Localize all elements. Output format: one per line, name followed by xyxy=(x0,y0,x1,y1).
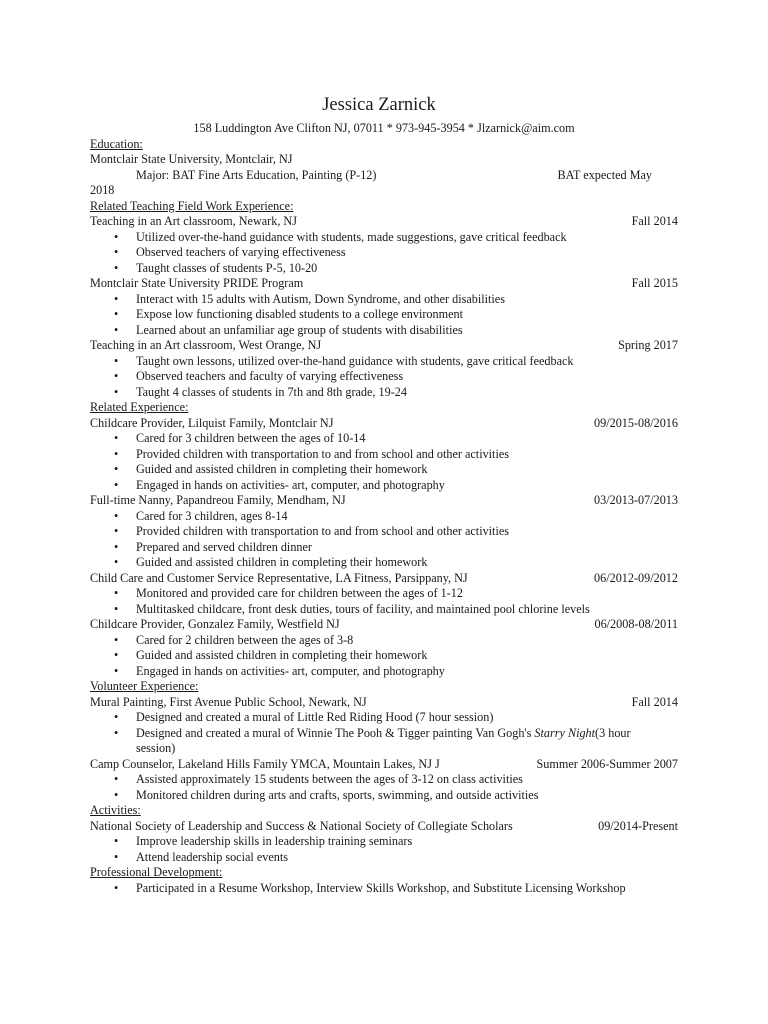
bullet-item: • Monitored and provided care for children between the ages of 1-12 xyxy=(90,586,678,602)
entry-title-row xyxy=(90,695,678,711)
education-school: Montclair State University, Montclair, NJ xyxy=(90,152,293,166)
bullet-item: • Guided and assisted children in completing their homework xyxy=(90,462,678,478)
entry-title-row xyxy=(90,617,678,633)
contact-line: 158 Luddington Ave Clifton NJ, 07011 * 973-945-3954 * Jlzarnick@aim.com xyxy=(193,121,575,135)
entry-date: 09/2014-Present xyxy=(598,818,678,833)
resume-page xyxy=(90,93,678,896)
education-major: Major: BAT Fine Arts Education, Painting (P-12) xyxy=(136,167,377,182)
bullet-item: • Taught 4 classes of students in 7th and 8th grade, 19-24 xyxy=(90,385,678,401)
professional-heading: Professional Development: xyxy=(90,865,223,879)
bullet-list xyxy=(90,509,678,571)
entry-title-row xyxy=(90,571,678,587)
entry-date: Fall 2014 xyxy=(631,694,678,709)
bullet-item: • Taught own lessons, utilized over-the-hand guidance with students, gave critical feedback xyxy=(90,354,678,370)
resume-name: Jessica Zarnick xyxy=(322,95,436,115)
bullet-item: • Interact with 15 adults with Autism, Down Syndrome, and other disabilities xyxy=(90,292,678,308)
bullet-item: • Guided and assisted children in completing their homework xyxy=(90,648,678,664)
bullet-item: • Cared for 3 children between the ages of 10-14 xyxy=(90,431,678,447)
entry-date: 09/2015-08/2016 xyxy=(594,415,678,430)
entry-title-row xyxy=(90,757,678,773)
bullet-list xyxy=(90,772,678,803)
bullet-item: • Observed teachers of varying effectiveness xyxy=(90,245,678,261)
bullet-list xyxy=(90,710,678,757)
bullet-list xyxy=(90,431,678,493)
bullet-item: • Attend leadership social events xyxy=(90,850,678,866)
bullet-item: • Observed teachers and faculty of varying effectiveness xyxy=(90,369,678,385)
entry-title-row xyxy=(90,416,678,432)
bullet-item: • Utilized over-the-hand guidance with students, made suggestions, gave critical feedback xyxy=(90,230,678,246)
bullet-list xyxy=(90,834,678,865)
bullet-list xyxy=(90,633,678,680)
bullet-item: • Participated in a Resume Workshop, Interview Skills Workshop, and Substitute Licensing Workshop xyxy=(90,881,678,897)
entry-title: Mural Painting, First Avenue Public School, Newark, NJ xyxy=(90,694,367,709)
bullet-item: • Prepared and served children dinner xyxy=(90,540,678,556)
entry-date: Fall 2014 xyxy=(631,214,678,228)
bullet-item: • Monitored children during arts and crafts, sports, swimming, and outside activities xyxy=(90,788,678,804)
entry-date: Spring 2017 xyxy=(618,338,678,352)
bullet-text: session) xyxy=(136,741,176,755)
bullet-item: • Cared for 2 children between the ages of 3-8 xyxy=(90,633,678,649)
activities-heading: Activities: xyxy=(90,803,141,817)
bullet-list xyxy=(90,881,678,897)
entry-title-row xyxy=(90,338,678,354)
entry-date: 06/2008-08/2011 xyxy=(594,617,678,631)
bullet-text: Designed and created a mural of Winnie The Pooh & Tigger painting Van Gogh's xyxy=(136,725,535,740)
bullet-item: • Learned about an unfamiliar age group of students with disabilities xyxy=(90,323,678,339)
bullet-list xyxy=(90,586,678,617)
bullet-item: • Multitasked childcare, front desk duties, tours of facility, and maintained pool chlorine levels xyxy=(90,602,678,618)
bullet-item: • Provided children with transportation to and from school and other activities xyxy=(90,447,678,463)
bullet-item: • Improve leadership skills in leadership training seminars xyxy=(90,834,678,850)
volunteer-heading: Volunteer Experience: xyxy=(90,679,199,693)
entry-date: 06/2012-09/2012 xyxy=(594,570,678,585)
teaching-heading: Related Teaching Field Work Experience: xyxy=(90,198,294,213)
bullet-item: • Taught classes of students P-5, 10-20 xyxy=(90,261,678,277)
entry-title: Camp Counselor, Lakeland Hills Family YMCA, Mountain Lakes, NJ J xyxy=(90,756,440,771)
entry-title-row xyxy=(90,214,678,230)
bullet-item: • Designed and created a mural of Little Red Riding Hood (7 hour session) xyxy=(90,710,678,726)
entry-title-row xyxy=(90,276,678,292)
entry-title: Teaching in an Art classroom, Newark, NJ xyxy=(90,214,297,228)
artwork-title: Starry Night xyxy=(534,725,596,740)
education-expected: BAT expected May xyxy=(557,167,652,182)
entry-title: Montclair State University PRIDE Program xyxy=(90,276,304,290)
bullet-list xyxy=(90,292,678,339)
bullet-list xyxy=(90,354,678,401)
entry-title: Teaching in an Art classroom, West Orange, NJ xyxy=(90,338,322,352)
bullet-list xyxy=(90,230,678,277)
education-expected-year: 2018 xyxy=(90,183,115,197)
related-heading: Related Experience: xyxy=(90,400,189,414)
bullet-item: • Expose low functioning disabled students to a college environment xyxy=(90,307,678,323)
entry-title: National Society of Leadership and Success & National Society of Collegiate Scholars xyxy=(90,818,513,833)
bullet-text: (3 hour xyxy=(595,725,631,740)
entry-date: Fall 2015 xyxy=(631,276,678,290)
bullet-item: • Provided children with transportation to and from school and other activities xyxy=(90,524,678,540)
entry-title-row xyxy=(90,493,678,509)
education-major-row xyxy=(90,168,678,184)
entry-date: Summer 2006-Summer 2007 xyxy=(536,756,678,771)
bullet-item: • Guided and assisted children in completing their homework xyxy=(90,555,678,571)
bullet-item: • Engaged in hands on activities- art, computer, and photography xyxy=(90,664,678,680)
entry-title: Childcare Provider, Lilquist Family, Montclair NJ xyxy=(90,415,334,430)
bullet-item xyxy=(90,726,678,757)
entry-date: 03/2013-07/2013 xyxy=(594,493,678,507)
bullet-item: • Engaged in hands on activities- art, computer, and photography xyxy=(90,478,678,494)
education-heading: Education: xyxy=(90,136,143,151)
bullet-item: • Cared for 3 children, ages 8-14 xyxy=(90,509,678,525)
entry-title: Full-time Nanny, Papandreou Family, Mendham, NJ xyxy=(90,493,346,507)
entry-title-row xyxy=(90,819,678,835)
entry-title: Childcare Provider, Gonzalez Family, Westfield NJ xyxy=(90,617,340,631)
bullet-item: • Assisted approximately 15 students between the ages of 3-12 on class activities xyxy=(90,772,678,788)
entry-title: Child Care and Customer Service Representative, LA Fitness, Parsippany, NJ xyxy=(90,570,468,585)
